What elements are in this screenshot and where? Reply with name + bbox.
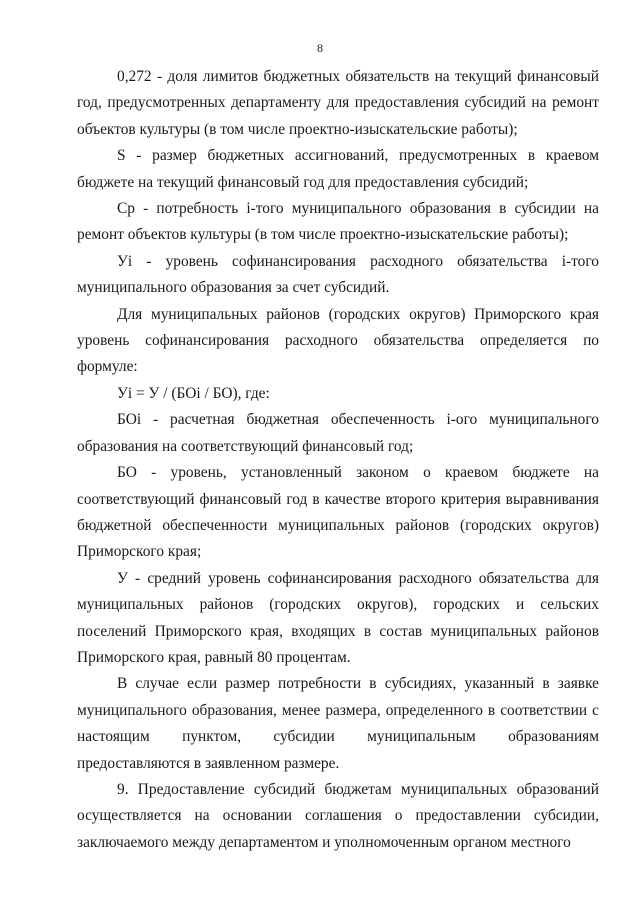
paragraph-cp-definition: Ср - потребность i-того муниципального образования в субсидии на ремонт объектов культуры (в том числе проектно-изыскательские работы); (77, 200, 599, 244)
paragraph-y-definition: У - средний уровень софинансирования расходного обязательства для муниципальных районов (городских округов), городских и сельских поселений Приморского края, входящих в состав муниципальных районов Приморского края, равный 80 процентам. (77, 569, 599, 666)
paragraph-s-definition: S - размер бюджетных ассигнований, предусмотренных в краевом бюджете на текущий финансовый год для предоставления субсидий; (77, 147, 599, 191)
paragraph-boi-definition: БОi - расчетная бюджетная обеспеченность i-ого муниципального образования на соответствующий финансовый год; (77, 411, 599, 455)
formula-line: Уi = У / (БОi / БО), где: (117, 384, 270, 402)
paragraph-yi-definition: Уi - уровень софинансирования расходного обязательства i-того муниципального образования за счет субсидий. (77, 252, 599, 297)
paragraph-formula-intro: Для муниципальных районов (городских округов) Приморского края уровень софинансирования расходного обязательства определяется по формуле: (77, 305, 599, 376)
paragraph-bo-definition: БО - уровень, установленный законом о краевом бюджете на соответствующий финансовый год в качестве второго критерия выравнивания бюджетной обеспеченности муниципальных районов (городских округов) Приморского края; (77, 464, 599, 561)
document-body (77, 64, 599, 856)
page-number: 8 (317, 41, 323, 55)
paragraph-requested-amount: В случае если размер потребности в субсидиях, указанный в заявке муниципального образования, менее размера, определенного в соответствии с настоящим пунктом, субсидии муниципальным образованиям предоставляются в заявленном размере. (77, 675, 599, 772)
paragraph-share-of-limits: 0,272 - доля лимитов бюджетных обязательств на текущий финансовый год, предусмотренных департаменту для предоставления субсидий на ремонт объектов культуры (в том числе проектно-изыскательские работы); (77, 68, 599, 138)
paragraph-item-9: 9. Предоставление субсидий бюджетам муниципальных образований осуществляется на основании соглашения о предоставлении субсидии, заключаемого между департаментом и уполномоченным органом местного (77, 780, 599, 851)
